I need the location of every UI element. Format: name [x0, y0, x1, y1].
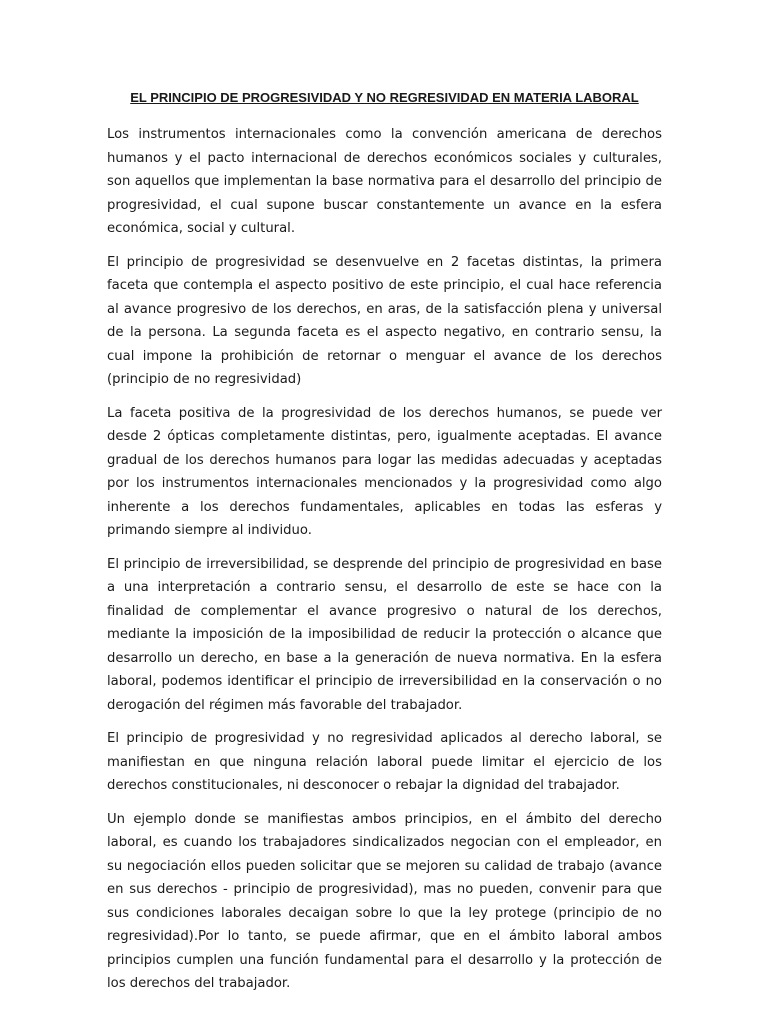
paragraph-5: El principio de progresividad y no regresividad aplicados al derecho laboral, se manifiestan en que ninguna relación laboral puede limitar el ejercicio de los derechos constitucionales, ni desconocer o rebajar la dignidad del trabajador.	[107, 731, 662, 793]
paragraph-6: Un ejemplo donde se manifiestas ambos principios, en el ámbito del derecho laboral, es cuando los trabajadores sindicalizados negocian con el empleador, en su negociación ellos pueden solicitar que se mejoren su calidad de trabajo (avance en sus derechos - principio de progresividad), mas no pueden, convenir para que sus condiciones laborales decaigan sobre lo que la ley protege (principio de no regresividad).Por lo tanto, se puede afirmar, que en el ámbito laboral ambos principios cumplen una función fundamental para el desarrollo y la protección de los derechos del trabajador.	[107, 811, 662, 991]
paragraph-3: La faceta positiva de la progresividad de los derechos humanos, se puede ver desde 2 ópticas completamente distintas, pero, igualmente aceptadas. El avance gradual de los derechos humanos para logar las medidas adecuadas y aceptadas por los instrumentos internacionales mencionados y la progresividad como algo inherente a los derechos fundamentales, aplicables en todas las esferas y primando siempre al individuo.	[107, 405, 662, 538]
paragraph-4: El principio de irreversibilidad, se desprende del principio de progresividad en base a una interpretación a contrario sensu, el desarrollo de este se hace con la finalidad de complementar el avance progresivo o natural de los derechos, mediante la imposición de la imposibilidad de reducir la protección o alcance que desarrollo un derecho, en base a la generación de nueva normativa. En la esfera laboral, podemos identificar el principio de irreversibilidad en la conservación o no derogación del régimen más favorable del trabajador.	[107, 556, 662, 713]
paragraph-2: El principio de progresividad se desenvuelve en 2 facetas distintas, la primera faceta que contempla el aspecto positivo de este principio, el cual hace referencia al avance progresivo de los derechos, en aras, de la satisfacción plena y universal de la persona. La segunda faceta es el aspecto negativo, en contrario sensu, la cual impone la prohibición de retornar o menguar el avance de los derechos (principio de no regresividad)	[107, 254, 662, 387]
document-title: EL PRINCIPIO DE PROGRESIVIDAD Y NO REGRESIVIDAD EN MATERIA LABORAL	[130, 90, 639, 105]
paragraph-1: Los instrumentos internacionales como la convención americana de derechos humanos y el pacto internacional de derechos económicos sociales y culturales, son aquellos que implementan la base normativa para el desarrollo del principio de progresividad, el cual supone buscar constantemente un avance en la esfera económica, social y cultural.	[107, 127, 662, 236]
document-page	[107, 90, 662, 1006]
